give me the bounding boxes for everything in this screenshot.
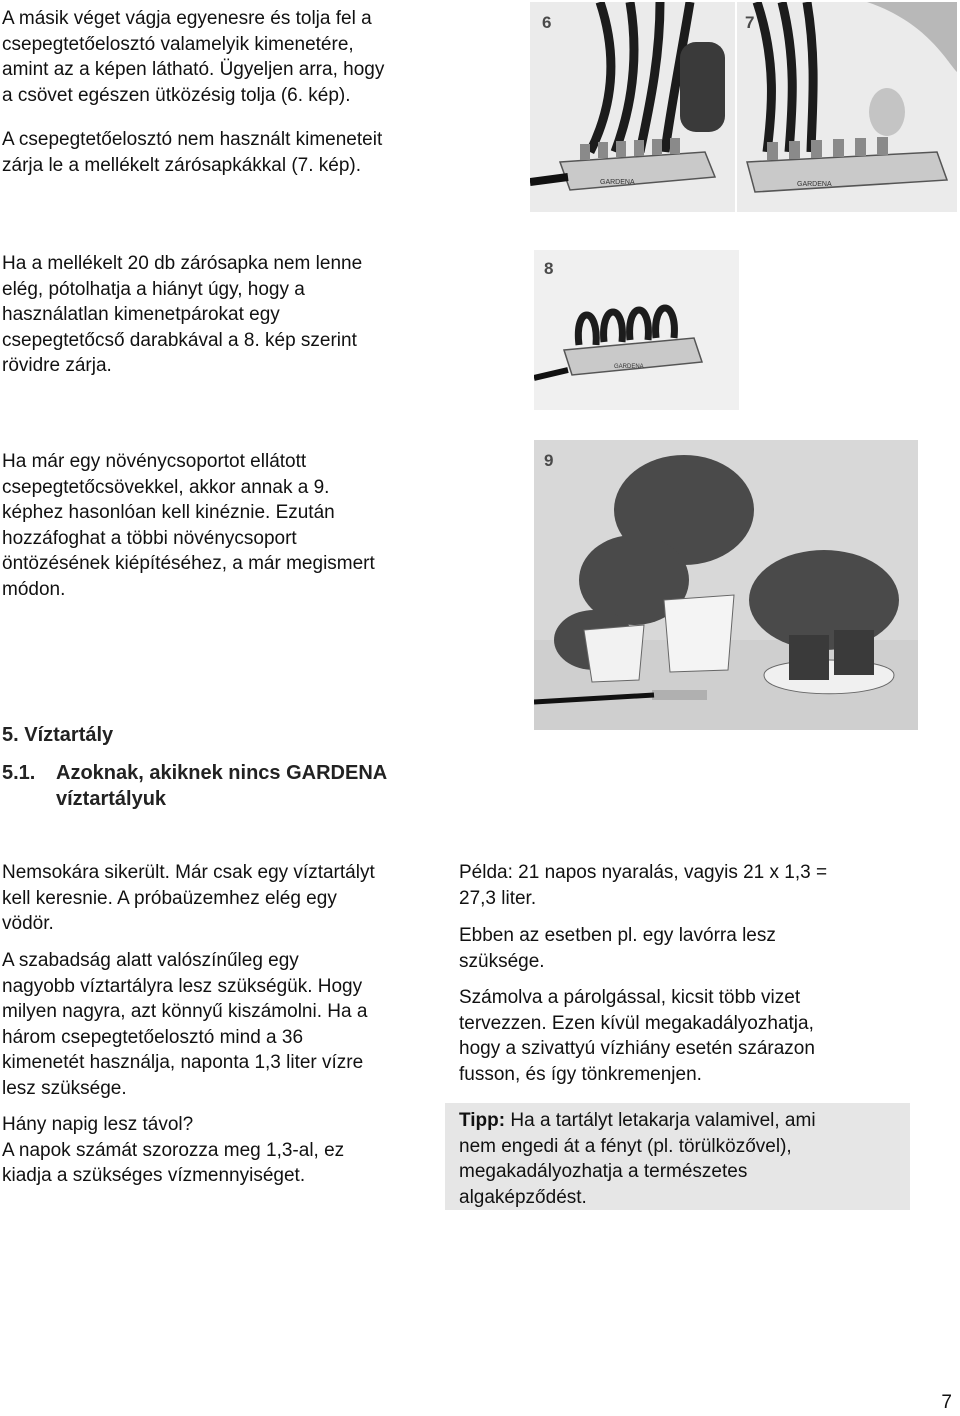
text-line: amint az a képen látható. Ügyeljen arra, hogy <box>2 59 385 80</box>
intro-paragraph-3 <box>2 251 362 379</box>
text-line: A csepegtetőelosztó nem használt kimeneteit <box>2 129 383 150</box>
text-line: kell keresnie. A próbaüzemhez elég egy <box>2 887 337 909</box>
right-column-paragraph-2 <box>459 923 776 974</box>
intro-paragraph-1 <box>2 6 384 108</box>
text-line: A másik véget vágja egyenesre és tolja fel a <box>2 8 372 29</box>
text-line: csepegtetőelosztó valamelyik kimenetére, <box>2 33 354 55</box>
text-line: megakadályozhatja a természetes <box>459 1161 748 1182</box>
tip-first-line <box>459 1108 816 1134</box>
text-line: A napok számát szorozza meg 1,3-al, ez <box>2 1139 345 1161</box>
text-line: tervezzen. Ezen kívül megakadályozhatja, <box>459 1012 814 1034</box>
tip-text <box>459 1108 816 1210</box>
text-line: Hány napig lesz távol? <box>2 1114 194 1135</box>
text-line: Példa: 21 napos nyaralás, vagyis 21 x 1,3 = <box>459 862 828 883</box>
text-line: Nemsokára sikerült. Már csak egy víztartályt <box>2 862 375 883</box>
right-column-paragraph-3 <box>459 985 815 1087</box>
text-line: lesz szüksége. <box>2 1077 127 1099</box>
text-line: milyen nagyra, azt könnyű kiszámolni. Ha a <box>2 1001 368 1022</box>
tip-line-rest: Ha a tartályt letakarja valamivel, ami <box>505 1110 816 1131</box>
photo-number: 9 <box>544 451 554 470</box>
tip-label: Tipp: <box>459 1110 506 1131</box>
text-line: nem engedi át a fényt (pl. törülközővel), <box>459 1135 792 1157</box>
text-line: hogy a szivattyú vízhiány esetén szárazon <box>459 1038 815 1059</box>
brand-label: GARDENA <box>600 179 635 186</box>
text-line: Ha a mellékelt 20 db zárósapka nem lenne <box>2 253 363 274</box>
text-line: használatlan kimenetpárokat egy <box>2 304 280 325</box>
photo-8-short-circuit-tube <box>534 250 739 410</box>
text-line: algaképződést. <box>459 1186 587 1208</box>
text-line: Ebben az esetben pl. egy lavórra lesz <box>459 925 776 946</box>
subsection-number: 5.1. <box>2 762 36 784</box>
photo-9-plant-group <box>534 440 918 730</box>
text-line: képhez hasonlóan kell kinéznie. Ezután <box>2 502 335 523</box>
brand-label: GARDENA <box>614 364 644 370</box>
text-line: csepegtetőcsövekkel, akkor annak a 9. <box>2 476 330 498</box>
text-line: módon. <box>2 578 66 600</box>
left-column-paragraph-1 <box>2 860 375 937</box>
intro-paragraph-4 <box>2 449 375 602</box>
intro-paragraph-2 <box>2 127 382 178</box>
page-number: 7 <box>941 1392 952 1413</box>
text-line: fusson, és így tönkremenjen. <box>459 1063 702 1085</box>
text-line: rövidre zárja. <box>2 355 112 376</box>
text-line: vödör. <box>2 913 54 934</box>
section-heading: 5. Víztartály <box>2 724 114 746</box>
text-line: a csövet egészen ütközésig tolja (6. kép). <box>2 84 351 106</box>
left-column-paragraph-2 <box>2 948 367 1101</box>
text-line: nagyobb víztartályra lesz szükségük. Hogy <box>2 975 363 997</box>
photo-number: 7 <box>745 13 755 32</box>
text-line: Számolva a párolgással, kicsit több vizet <box>459 987 801 1008</box>
subsection-title-line-1: Azoknak, akiknek nincs GARDENA <box>56 762 388 784</box>
text-line: kiadja a szükséges vízmennyiséget. <box>2 1165 306 1186</box>
text-line: hozzáfoghat a többi növénycsoport <box>2 527 297 549</box>
brand-label: GARDENA <box>797 181 832 188</box>
photo-7-closing-caps <box>737 2 957 212</box>
text-line: A szabadság alatt valószínűleg egy <box>2 950 299 971</box>
left-column-paragraph-3 <box>2 1112 344 1189</box>
photo-number: 6 <box>542 13 552 32</box>
text-line: elég, pótolhatja a hiányt úgy, hogy a <box>2 278 305 300</box>
text-line: szüksége. <box>459 950 545 972</box>
text-line: zárja le a mellékelt zárósapkákkal (7. kép). <box>2 154 362 176</box>
photo-number: 8 <box>544 259 554 278</box>
photo-6-distributor-tubes <box>530 2 735 212</box>
text-line: Ha már egy növénycsoportot ellátott <box>2 451 307 472</box>
text-line: 27,3 liter. <box>459 887 537 909</box>
text-line: három csepegtetőelosztó mind a 36 <box>2 1026 304 1048</box>
text-line: csepegtetőcső darabkával a 8. kép szerint <box>2 329 357 351</box>
text-line: öntözésének kiépítéséhez, a már megismert <box>2 553 375 574</box>
subsection-title-line-2: víztartályuk <box>56 788 167 810</box>
right-column-paragraph-1 <box>459 860 827 911</box>
text-line: kimenetét használja, naponta 1,3 liter vízre <box>2 1052 364 1073</box>
